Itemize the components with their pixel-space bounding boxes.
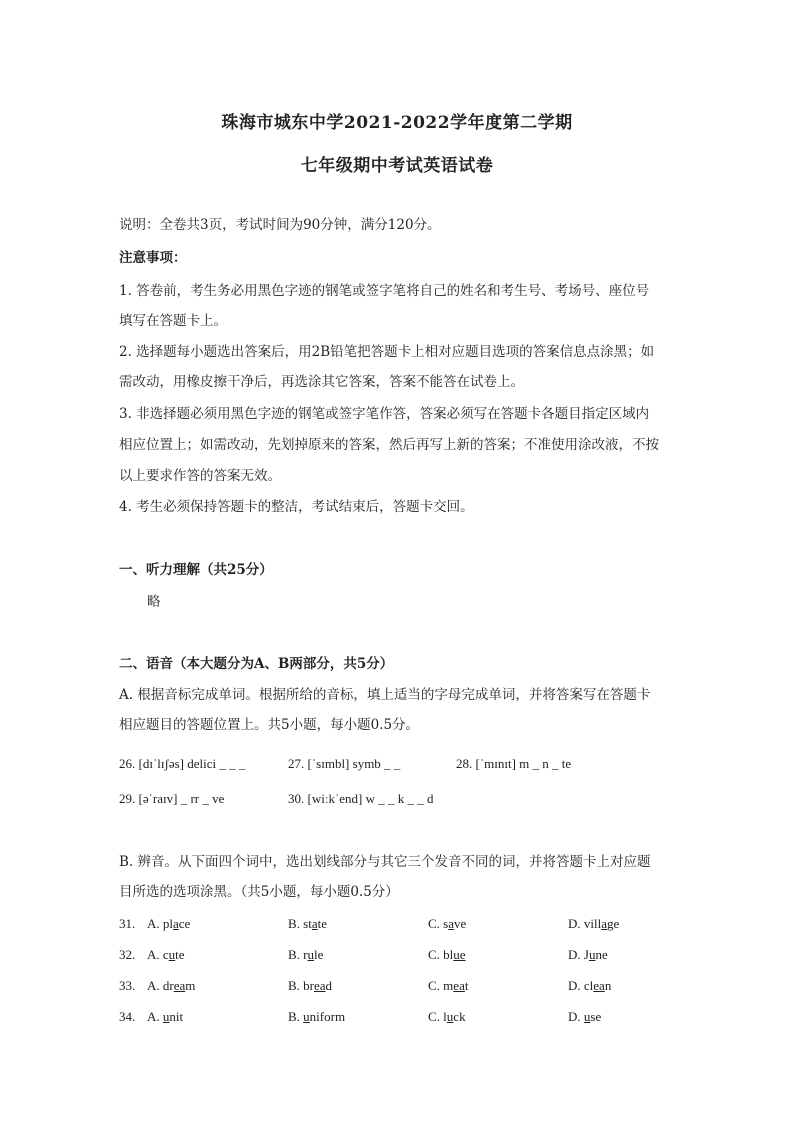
note-2-line-1: 2. 选择题每小题选出答案后，用2B铅笔把答题卡上相对应题目选项的答案信息点涂黑；如 xyxy=(119,344,655,360)
underlined-letters: a xyxy=(311,916,318,931)
option-text: ce xyxy=(178,916,191,931)
option-text: le xyxy=(314,947,324,962)
note-1-line-2: 填写在答题卡上。 xyxy=(119,313,227,329)
question-28: 28. [ˈmɪnɪt] m _ n _ te xyxy=(456,756,572,771)
underlined-letters: ea xyxy=(453,978,465,993)
note-4: 4. 考生必须保持答题卡的整洁，考试结束后，答题卡交回。 xyxy=(119,499,474,515)
question-number: 32. xyxy=(119,947,136,962)
option-text: D. vill xyxy=(568,916,602,931)
underlined-letters: ea xyxy=(593,978,605,993)
option-text: ck xyxy=(453,1009,466,1024)
underlined-letters: a xyxy=(601,916,608,931)
note-3-line-2: 相应位置上；如需改动，先划掉原来的答案，然后再写上新的答案；不准使用涂改液，不按 xyxy=(119,437,659,453)
note-2-line-2: 需改动，用橡皮擦干净后，再选涂其它答案，答案不能答在试卷上。 xyxy=(119,374,524,390)
option-text: ne xyxy=(595,947,608,962)
option-text: C. m xyxy=(428,978,454,993)
option-text: A. dr xyxy=(147,978,174,993)
section-1-body: 略 xyxy=(147,594,161,610)
option-d xyxy=(568,978,611,994)
option-text: B. br xyxy=(288,978,314,993)
exam-title: 珠海市城东中学2021-2022学年度第二学期 xyxy=(221,113,573,133)
underlined-letters: u xyxy=(446,1009,454,1024)
note-3-line-1: 3. 非选择题必须用黑色字迹的钢笔或签字笔作答，答案必须写在答题卡各题目指定区域内 xyxy=(119,406,650,422)
part-b-instruction-line-1: B. 辨音。从下面四个词中，选出划线部分与其它三个发音不同的词，并将答题卡上对应题 xyxy=(119,854,651,870)
option-text: ge xyxy=(607,916,620,931)
option-text: t xyxy=(464,978,469,993)
option-c xyxy=(428,916,466,932)
section-1-heading: 一、听力理解（共25分） xyxy=(119,562,273,578)
underlined-letters: u xyxy=(583,1009,591,1024)
question-29: 29. [əˈraɪv] _ rr _ ve xyxy=(119,791,225,806)
option-b xyxy=(288,947,323,963)
option-text: m xyxy=(185,978,196,993)
notes-heading: 注意事项： xyxy=(119,250,187,266)
note-3-line-3: 以上要求作答的答案无效。 xyxy=(119,468,281,484)
option-d xyxy=(568,947,608,963)
underlined-letters: a xyxy=(448,916,455,931)
option-text: se xyxy=(590,1009,602,1024)
underlined-letters: u xyxy=(588,947,596,962)
question-number: 33. xyxy=(119,978,136,993)
underlined-letters: u xyxy=(168,947,176,962)
option-a xyxy=(147,1009,183,1025)
underlined-letters: u xyxy=(307,947,314,962)
option-a xyxy=(147,947,185,963)
question-number: 34. xyxy=(119,1009,136,1024)
option-text: A. pl xyxy=(147,916,173,931)
option-text: A. c xyxy=(147,947,169,962)
option-text: C. l xyxy=(428,1009,447,1024)
option-b xyxy=(288,978,332,994)
option-text: D. J xyxy=(568,947,589,962)
option-text: C. bl xyxy=(428,947,454,962)
underlined-letters: u xyxy=(303,1009,310,1024)
option-c xyxy=(428,1009,466,1025)
option-text: te xyxy=(175,947,185,962)
option-text: C. s xyxy=(428,916,449,931)
option-a xyxy=(147,978,195,994)
question-27: 27. [ˈsɪmbl] symb _ _ xyxy=(288,756,401,771)
option-text: D. xyxy=(568,1009,584,1024)
option-text: n xyxy=(604,978,612,993)
underlined-letters: ea xyxy=(314,978,326,993)
option-text: B. xyxy=(288,1009,304,1024)
option-text: ve xyxy=(454,916,467,931)
option-text: niform xyxy=(309,1009,346,1024)
option-c xyxy=(428,978,468,994)
option-text: D. cl xyxy=(568,978,594,993)
question-30: 30. [wiːkˈend] w _ _ k _ _ d xyxy=(288,791,434,806)
option-text: B. st xyxy=(288,916,312,931)
option-text: A. xyxy=(147,1009,163,1024)
section-2-heading: 二、语音（本大题分为A、B两部分，共5分） xyxy=(119,656,394,672)
option-b xyxy=(288,1009,345,1025)
option-text: nit xyxy=(169,1009,184,1024)
part-a-instruction-line-2: 相应题目的答题位置上。共5小题，每小题0.5分。 xyxy=(119,717,420,733)
underlined-letters: u xyxy=(162,1009,170,1024)
part-b-instruction-line-2: 目所选的选项涂黑。（共5小题，每小题0.5分） xyxy=(119,884,399,900)
part-a-instruction-line-1: A. 根据音标完成单词。根据所给的音标，填上适当的字母完成单词，并将答案写在答题卡 xyxy=(119,687,651,703)
option-c xyxy=(428,947,466,963)
option-text: d xyxy=(325,978,333,993)
option-d xyxy=(568,1009,601,1025)
option-a xyxy=(147,916,190,932)
option-d xyxy=(568,916,619,932)
option-text: te xyxy=(317,916,328,931)
option-text: B. r xyxy=(288,947,308,962)
underlined-letters: ea xyxy=(173,978,186,993)
question-26: 26. [dɪˈlɪʃəs] delici _ _ _ xyxy=(119,756,246,771)
option-b xyxy=(288,916,327,932)
exam-subtitle: 七年级期中考试英语试卷 xyxy=(300,156,494,176)
question-number: 31. xyxy=(119,916,136,931)
underlined-letters: a xyxy=(173,916,179,931)
underlined-letters: ue xyxy=(453,947,466,962)
instructions-explain: 说明：全卷共3页，考试时间为90分钟，满分120分。 xyxy=(119,217,441,233)
note-1-line-1: 1. 答卷前，考生务必用黑色字迹的钢笔或签字笔将自己的姓名和考生号、考场号、座位号 xyxy=(119,283,650,299)
